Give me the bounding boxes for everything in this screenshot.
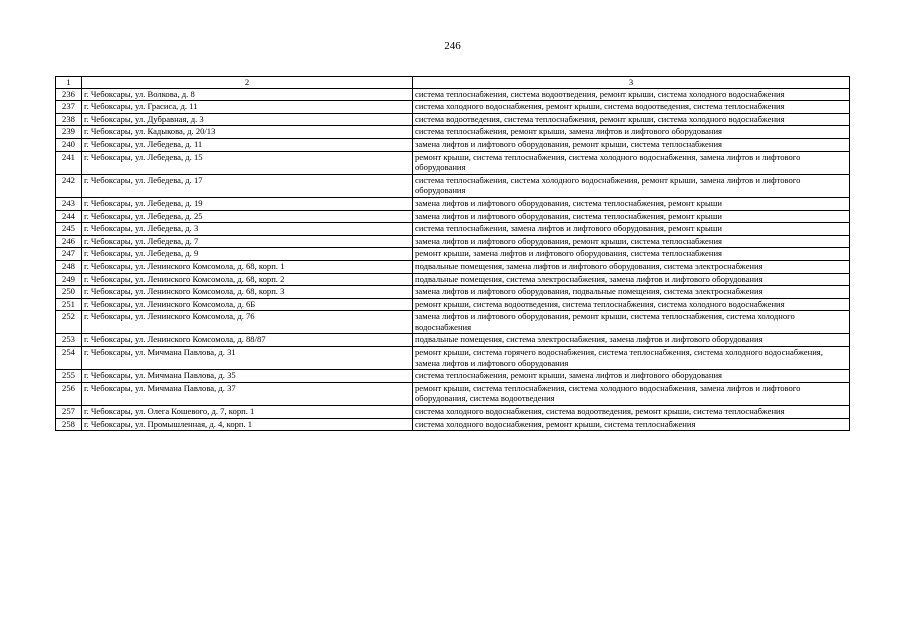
row-number: 258	[56, 418, 82, 431]
table-row	[56, 88, 850, 101]
row-works: система холодного водоснабжения, система водоотведения, ремонт крыши, система теплоснабжения	[413, 406, 850, 419]
row-number: 238	[56, 113, 82, 126]
row-number: 248	[56, 260, 82, 273]
table-row	[56, 418, 850, 431]
table-row	[56, 347, 850, 370]
column-header-number: 1	[56, 77, 82, 89]
row-number: 254	[56, 347, 82, 370]
row-number: 245	[56, 223, 82, 236]
row-works: система теплоснабжения, система холодного водоснабжения, ремонт крыши, замена лифтов и лифтового оборудования	[413, 174, 850, 197]
row-works: система теплоснабжения, замена лифтов и лифтового оборудования, ремонт крыши	[413, 223, 850, 236]
row-address: г. Чебоксары, ул. Лебедева, д. 9	[82, 248, 413, 261]
table-row	[56, 370, 850, 383]
table-row	[56, 311, 850, 334]
row-number: 242	[56, 174, 82, 197]
row-works: замена лифтов и лифтового оборудования, подвальные помещения, система электроснабжения	[413, 286, 850, 299]
row-number: 257	[56, 406, 82, 419]
row-address: г. Чебоксары, ул. Дубравная, д. 3	[82, 113, 413, 126]
table-row	[56, 286, 850, 299]
table-row	[56, 260, 850, 273]
row-works: ремонт крыши, система горячего водоснабжения, система теплоснабжения, система холодного водоснабжения, замена лифтов и лифтового оборудования	[413, 347, 850, 370]
table-row	[56, 273, 850, 286]
row-number: 256	[56, 382, 82, 405]
table-row	[56, 113, 850, 126]
page-number: 246	[444, 40, 461, 52]
row-number: 251	[56, 298, 82, 311]
row-works: система холодного водоснабжения, ремонт крыши, система водоотведения, система теплоснабжения	[413, 101, 850, 114]
table-row	[56, 138, 850, 151]
column-header-works: 3	[413, 77, 850, 89]
row-works: замена лифтов и лифтового оборудования, ремонт крыши, система теплоснабжения	[413, 235, 850, 248]
table-row	[56, 174, 850, 197]
row-number: 244	[56, 210, 82, 223]
table-row	[56, 101, 850, 114]
row-address: г. Чебоксары, ул. Мичмана Павлова, д. 37	[82, 382, 413, 405]
row-address: г. Чебоксары, ул. Ленинского Комсомола, д. 88/87	[82, 334, 413, 347]
table-row	[56, 406, 850, 419]
row-works: подвальные помещения, система электроснабжения, замена лифтов и лифтового оборудования	[413, 273, 850, 286]
table-body	[56, 88, 850, 431]
table-row	[56, 248, 850, 261]
row-address: г. Чебоксары, ул. Лебедева, д. 7	[82, 235, 413, 248]
row-number: 240	[56, 138, 82, 151]
row-number: 247	[56, 248, 82, 261]
row-address: г. Чебоксары, ул. Кадыкова, д. 20/13	[82, 126, 413, 139]
table-row	[56, 298, 850, 311]
row-works: ремонт крыши, система теплоснабжения, система холодного водоснабжения, замена лифтов и лифтового оборудования	[413, 151, 850, 174]
row-number: 255	[56, 370, 82, 383]
table-header	[56, 77, 850, 89]
table-row	[56, 235, 850, 248]
row-works: система водоотведения, система теплоснабжения, ремонт крыши, система холодного водоснабжения	[413, 113, 850, 126]
table-row	[56, 197, 850, 210]
row-address: г. Чебоксары, ул. Волкова, д. 8	[82, 88, 413, 101]
row-works: замена лифтов и лифтового оборудования, ремонт крыши, система теплоснабжения	[413, 138, 850, 151]
row-address: г. Чебоксары, ул. Олега Кошевого, д. 7, корп. 1	[82, 406, 413, 419]
row-works: замена лифтов и лифтового оборудования, система теплоснабжения, ремонт крыши	[413, 210, 850, 223]
table-row	[56, 382, 850, 405]
row-number: 250	[56, 286, 82, 299]
row-number: 252	[56, 311, 82, 334]
row-address: г. Чебоксары, ул. Ленинского Комсомола, д. 6Б	[82, 298, 413, 311]
row-address: г. Чебоксары, ул. Лебедева, д. 3	[82, 223, 413, 236]
row-works: система теплоснабжения, система водоотведения, ремонт крыши, система холодного водоснабжения	[413, 88, 850, 101]
table-row	[56, 151, 850, 174]
row-address: г. Чебоксары, ул. Ленинского Комсомола, д. 68, корп. 1	[82, 260, 413, 273]
row-number: 253	[56, 334, 82, 347]
row-works: система теплоснабжения, ремонт крыши, замена лифтов и лифтового оборудования	[413, 370, 850, 383]
row-address: г. Чебоксары, ул. Лебедева, д. 11	[82, 138, 413, 151]
row-number: 241	[56, 151, 82, 174]
row-works: замена лифтов и лифтового оборудования, ремонт крыши, система теплоснабжения, система холодного водоснабжения	[413, 311, 850, 334]
row-address: г. Чебоксары, ул. Лебедева, д. 17	[82, 174, 413, 197]
row-works: подвальные помещения, система электроснабжения, замена лифтов и лифтового оборудования	[413, 334, 850, 347]
table-row	[56, 334, 850, 347]
row-works: замена лифтов и лифтового оборудования, система теплоснабжения, ремонт крыши	[413, 197, 850, 210]
row-works: ремонт крыши, система водоотведения, система теплоснабжения, система холодного водоснабжения	[413, 298, 850, 311]
row-address: г. Чебоксары, ул. Лебедева, д. 25	[82, 210, 413, 223]
row-works: подвальные помещения, замена лифтов и лифтового оборудования, система электроснабжения	[413, 260, 850, 273]
table-row	[56, 223, 850, 236]
row-address: г. Чебоксары, ул. Мичмана Павлова, д. 35	[82, 370, 413, 383]
registry-table	[55, 76, 850, 431]
row-address: г. Чебоксары, ул. Ленинского Комсомола, д. 68, корп. 3	[82, 286, 413, 299]
row-address: г. Чебоксары, ул. Грасиса, д. 11	[82, 101, 413, 114]
table-row	[56, 210, 850, 223]
row-address: г. Чебоксары, ул. Лебедева, д. 15	[82, 151, 413, 174]
row-number: 249	[56, 273, 82, 286]
row-address: г. Чебоксары, ул. Ленинского Комсомола, д. 76	[82, 311, 413, 334]
row-address: г. Чебоксары, ул. Мичмана Павлова, д. 31	[82, 347, 413, 370]
row-works: система теплоснабжения, ремонт крыши, замена лифтов и лифтового оборудования	[413, 126, 850, 139]
header-row	[56, 77, 850, 89]
row-number: 236	[56, 88, 82, 101]
row-number: 237	[56, 101, 82, 114]
row-address: г. Чебоксары, ул. Лебедева, д. 19	[82, 197, 413, 210]
row-works: ремонт крыши, система теплоснабжения, система холодного водоснабжения, замена лифтов и лифтового оборудования, система водоотведения	[413, 382, 850, 405]
row-works: система холодного водоснабжения, ремонт крыши, система теплоснабжения	[413, 418, 850, 431]
row-address: г. Чебоксары, ул. Ленинского Комсомола, д. 68, корп. 2	[82, 273, 413, 286]
row-number: 243	[56, 197, 82, 210]
row-address: г. Чебоксары, ул. Промышленная, д. 4, корп. 1	[82, 418, 413, 431]
row-number: 246	[56, 235, 82, 248]
table-row	[56, 126, 850, 139]
column-header-address: 2	[82, 77, 413, 89]
row-number: 239	[56, 126, 82, 139]
row-works: ремонт крыши, замена лифтов и лифтового оборудования, система теплоснабжения	[413, 248, 850, 261]
